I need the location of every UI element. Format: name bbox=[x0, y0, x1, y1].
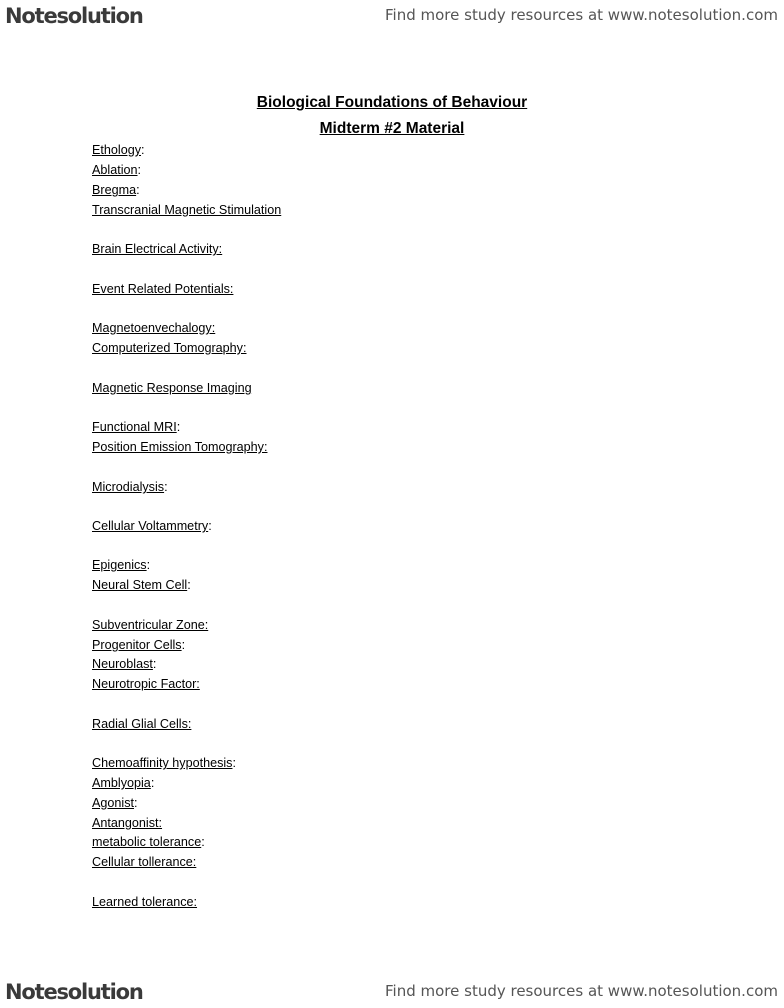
term-suffix: : bbox=[208, 519, 212, 533]
term-item bbox=[92, 655, 156, 673]
term-suffix: : bbox=[150, 776, 155, 790]
term-item bbox=[92, 517, 212, 535]
term-item bbox=[92, 675, 200, 693]
term-item bbox=[92, 379, 252, 397]
term-item bbox=[92, 556, 150, 574]
term-item bbox=[92, 636, 185, 654]
term-suffix: : bbox=[141, 143, 145, 157]
footer-logo-text: Notesolution bbox=[5, 980, 143, 1004]
term-label: Cellular Voltammetry bbox=[92, 519, 209, 533]
term-suffix: : bbox=[146, 558, 151, 572]
term-label: Subventricular Zone: bbox=[92, 618, 209, 632]
document-title-text: Biological Foundations of Behaviour bbox=[256, 94, 528, 111]
term-suffix: : bbox=[137, 163, 142, 177]
footer-promo[interactable]: Find more study resources at www.notesolution.com bbox=[385, 982, 778, 1000]
term-item bbox=[92, 280, 233, 298]
footer-logo bbox=[5, 980, 143, 1004]
term-label: Position Emission Tomography: bbox=[92, 440, 268, 454]
term-item bbox=[92, 418, 180, 436]
term-label: metabolic tolerance bbox=[92, 835, 202, 849]
term-suffix: : bbox=[136, 183, 140, 197]
term-label: Antangonist: bbox=[92, 816, 163, 830]
term-item bbox=[92, 478, 168, 496]
term-label: Cellular tollerance: bbox=[92, 855, 197, 869]
term-suffix: : bbox=[134, 796, 138, 810]
header-promo[interactable]: Find more study resources at www.notesolution.com bbox=[385, 6, 778, 24]
term-suffix: : bbox=[164, 480, 168, 494]
term-label: Progenitor Cells bbox=[92, 638, 182, 652]
term-item bbox=[92, 774, 154, 792]
term-item bbox=[92, 438, 267, 456]
term-item bbox=[92, 240, 222, 258]
term-label: Agonist bbox=[92, 796, 135, 810]
term-item bbox=[92, 616, 208, 634]
term-label: Transcranial Magnetic Stimulation bbox=[92, 203, 282, 217]
document-title bbox=[0, 93, 784, 113]
term-label: Ablation bbox=[92, 163, 138, 177]
term-label: Radial Glial Cells: bbox=[92, 717, 192, 731]
term-label: Neural Stem Cell bbox=[92, 578, 188, 592]
term-label: Ethology bbox=[92, 143, 142, 157]
term-item bbox=[92, 853, 196, 871]
document-subtitle-text: Midterm #2 Material bbox=[319, 120, 465, 137]
term-label: Epigenics bbox=[92, 558, 147, 572]
term-label: Microdialysis bbox=[92, 480, 165, 494]
term-item bbox=[92, 814, 162, 832]
term-suffix: : bbox=[232, 756, 236, 770]
term-label: Neuroblast bbox=[92, 657, 153, 671]
term-label: Functional MRI bbox=[92, 420, 177, 434]
term-suffix: : bbox=[152, 657, 157, 671]
term-item bbox=[92, 833, 205, 851]
term-label: Event Related Potentials: bbox=[92, 282, 234, 296]
term-label: Magnetoenvechalogy: bbox=[92, 321, 216, 335]
term-label: Learned tolerance: bbox=[92, 895, 198, 909]
term-item bbox=[92, 754, 236, 772]
header-logo-text: Notesolution bbox=[5, 4, 143, 28]
term-item bbox=[92, 576, 191, 594]
term-label: Chemoaffinity hypothesis bbox=[92, 756, 233, 770]
term-item bbox=[92, 715, 191, 733]
term-label: Brain Electrical Activity: bbox=[92, 242, 223, 256]
term-suffix: : bbox=[187, 578, 191, 592]
term-item bbox=[92, 794, 138, 812]
term-item bbox=[92, 319, 215, 337]
term-label: Computerized Tomography: bbox=[92, 341, 247, 355]
term-label: Magnetic Response Imaging bbox=[92, 381, 252, 395]
header-logo bbox=[5, 4, 143, 28]
term-item bbox=[92, 893, 197, 911]
term-suffix: : bbox=[181, 638, 186, 652]
term-item bbox=[92, 339, 246, 357]
term-item bbox=[92, 141, 145, 159]
term-label: Amblyopia bbox=[92, 776, 151, 790]
term-suffix: : bbox=[176, 420, 181, 434]
term-item bbox=[92, 181, 140, 199]
term-label: Bregma bbox=[92, 183, 137, 197]
document-subtitle bbox=[0, 119, 784, 139]
term-item bbox=[92, 161, 141, 179]
term-label: Neurotropic Factor: bbox=[92, 677, 200, 691]
term-item bbox=[92, 201, 281, 219]
term-suffix: : bbox=[201, 835, 205, 849]
